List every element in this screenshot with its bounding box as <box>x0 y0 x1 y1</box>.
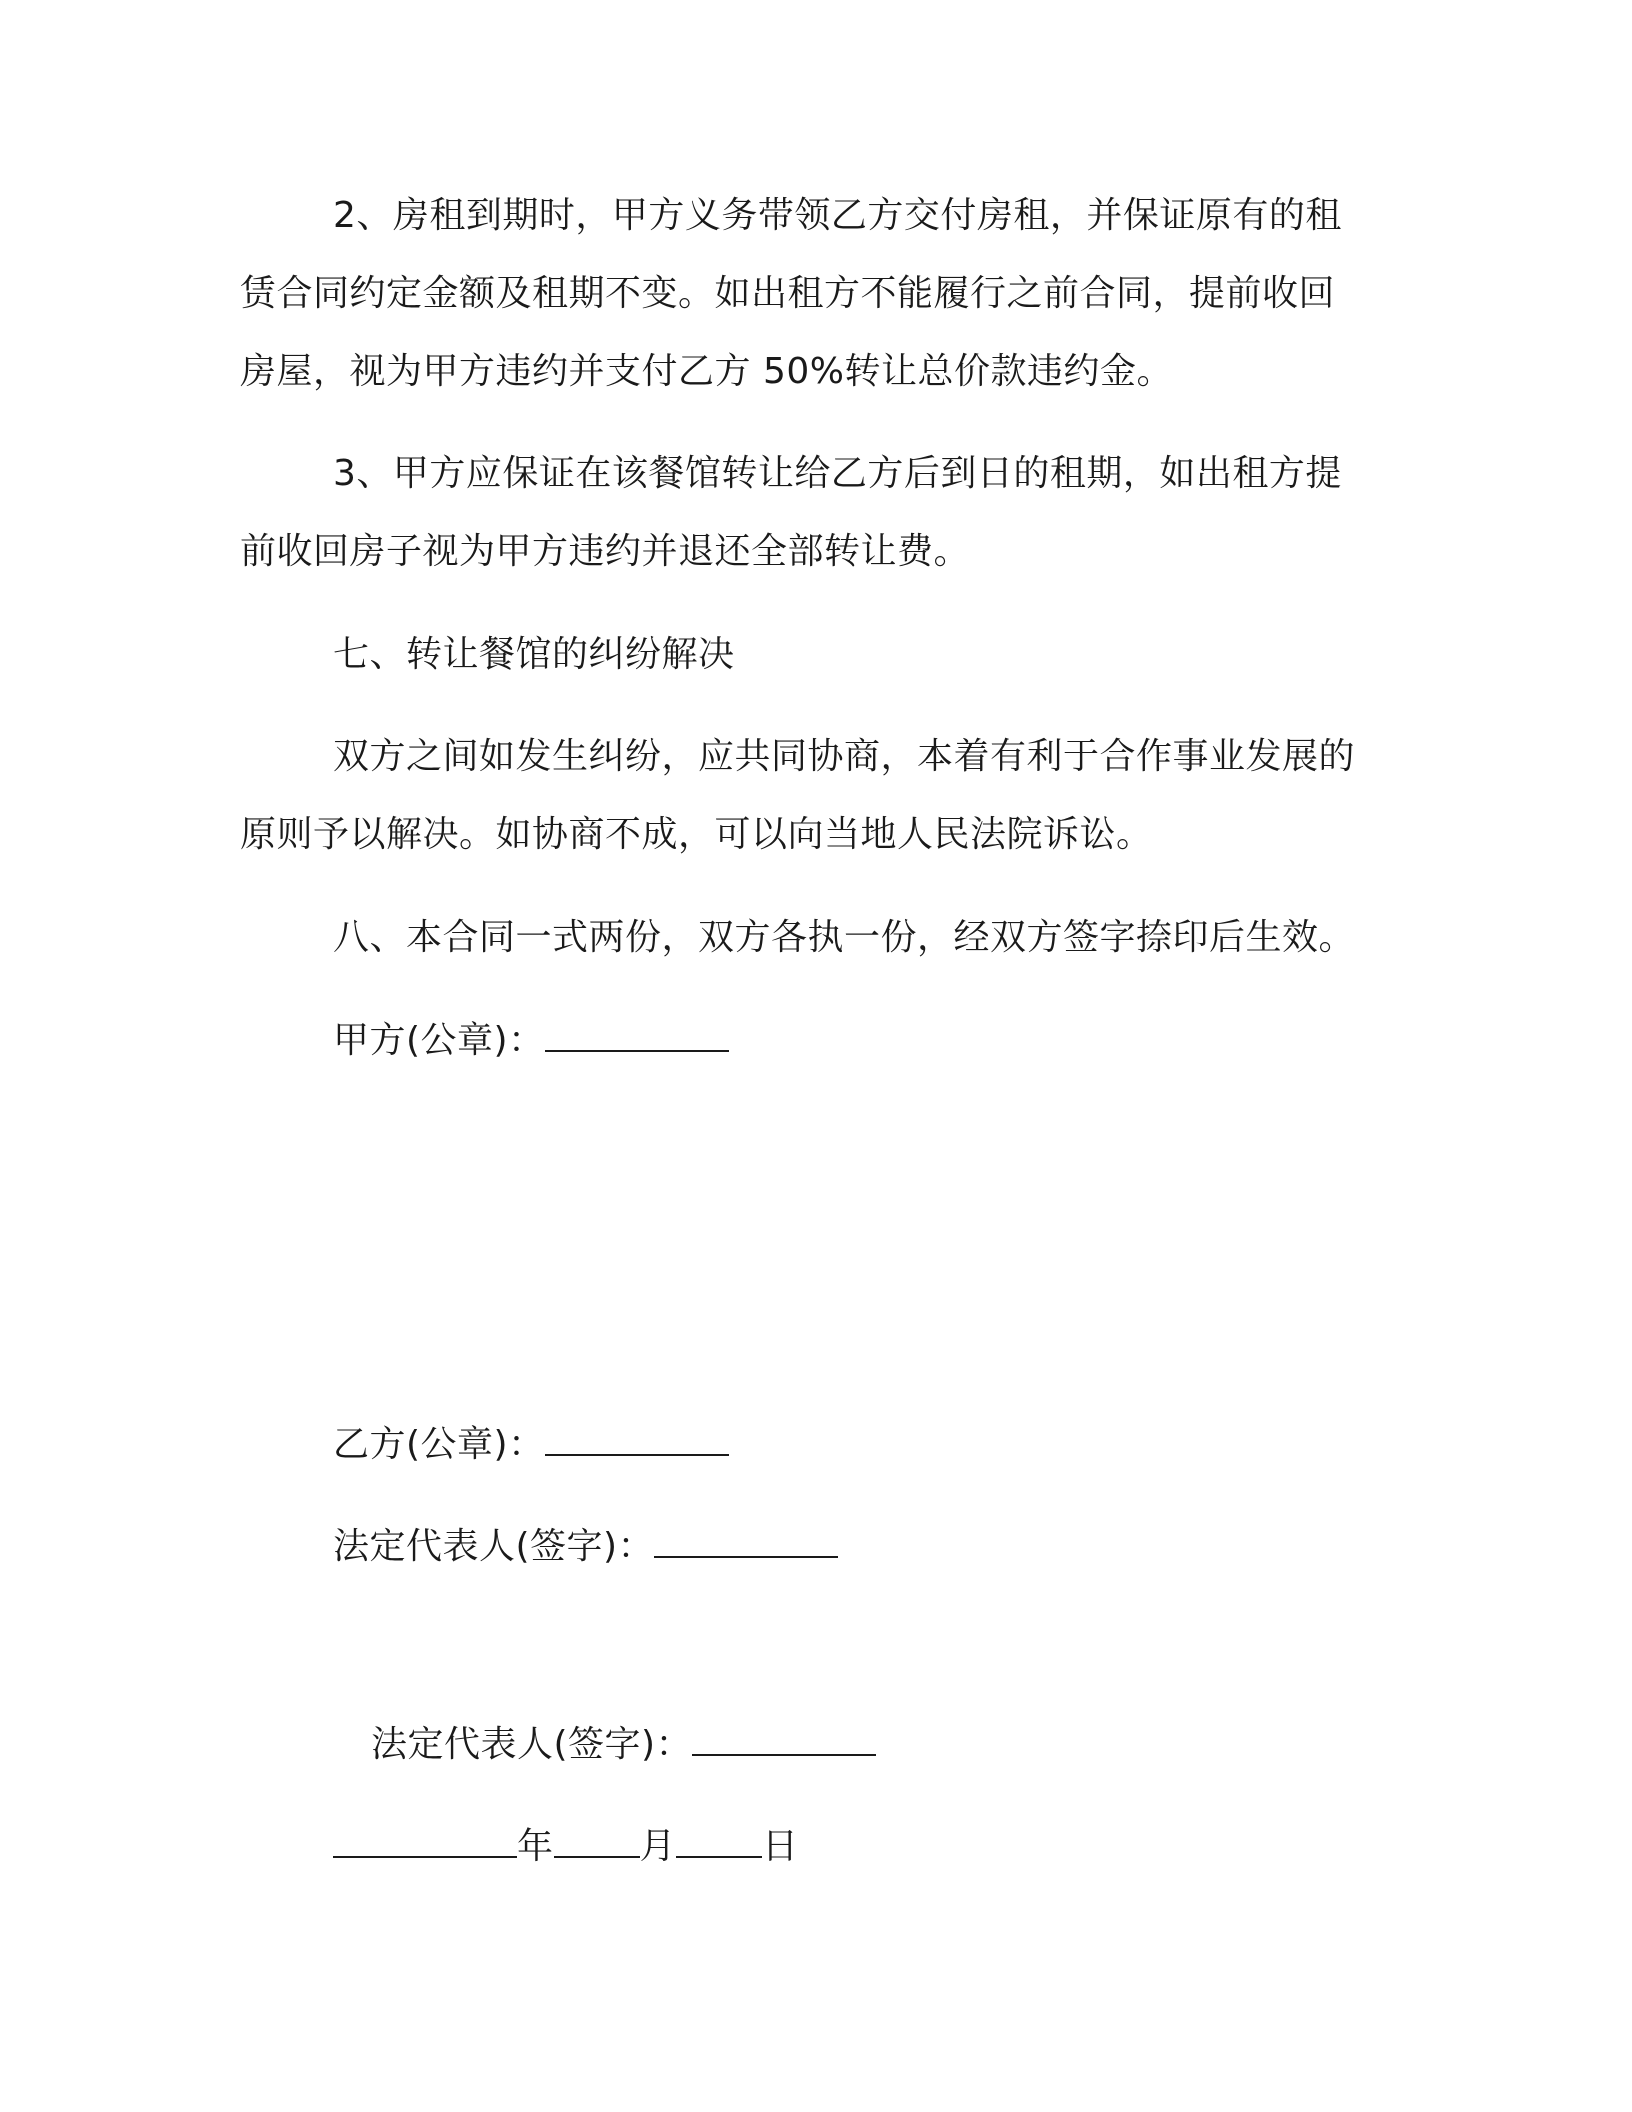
clause-6-3-line-1: 3、甲方应保证在该餐馆转让给乙方后到日的租期，如出租方提 <box>333 453 1342 494</box>
clause-6-2-line-1: 2、房租到期时，甲方义务带领乙方交付房租，并保证原有的租 <box>333 195 1342 236</box>
date-month-label: 月 <box>639 1826 677 1867</box>
party-b-signature <box>333 1423 729 1467</box>
section-7-line-2: 原则予以解决。如协商不成，可以向当地人民法院诉讼。 <box>240 814 1153 855</box>
legal-rep-label-1: 法定代表人(签字)： <box>333 1526 655 1567</box>
party-a-label: 甲方(公章)： <box>333 1020 545 1061</box>
party-b-blank <box>545 1424 729 1456</box>
date-month-blank <box>554 1826 640 1858</box>
clause-6-2-line-2: 赁合同约定金额及租期不变。如出租方不能履行之前合同，提前收回 <box>240 273 1336 314</box>
legal-rep-signature-2 <box>371 1723 876 1767</box>
date-line <box>333 1825 799 1869</box>
party-a-signature <box>333 1019 729 1063</box>
legal-rep-signature-1 <box>333 1525 838 1569</box>
legal-rep-blank-2 <box>692 1724 876 1756</box>
date-day-blank <box>676 1826 762 1858</box>
section-7-line-1: 双方之间如发生纠纷，应共同协商，本着有利于合作事业发展的 <box>333 736 1356 777</box>
date-day-label: 日 <box>762 1826 799 1867</box>
section-7-heading: 七、转让餐馆的纠纷解决 <box>333 634 735 675</box>
date-year-label: 年 <box>517 1826 554 1867</box>
legal-rep-blank-1 <box>654 1526 838 1558</box>
date-year-blank <box>333 1826 517 1858</box>
clause-6-3-line-2: 前收回房子视为甲方违约并退还全部转让费。 <box>240 531 971 572</box>
party-a-blank <box>545 1020 729 1052</box>
clause-6-2-line-3: 房屋，视为甲方违约并支付乙方 50%转让总价款违约金。 <box>240 351 1173 392</box>
section-8-text: 八、本合同一式两份，双方各执一份，经双方签字捺印后生效。 <box>333 917 1356 958</box>
legal-rep-label-2: 法定代表人(签字)： <box>371 1724 693 1765</box>
party-b-label: 乙方(公章)： <box>333 1424 545 1465</box>
